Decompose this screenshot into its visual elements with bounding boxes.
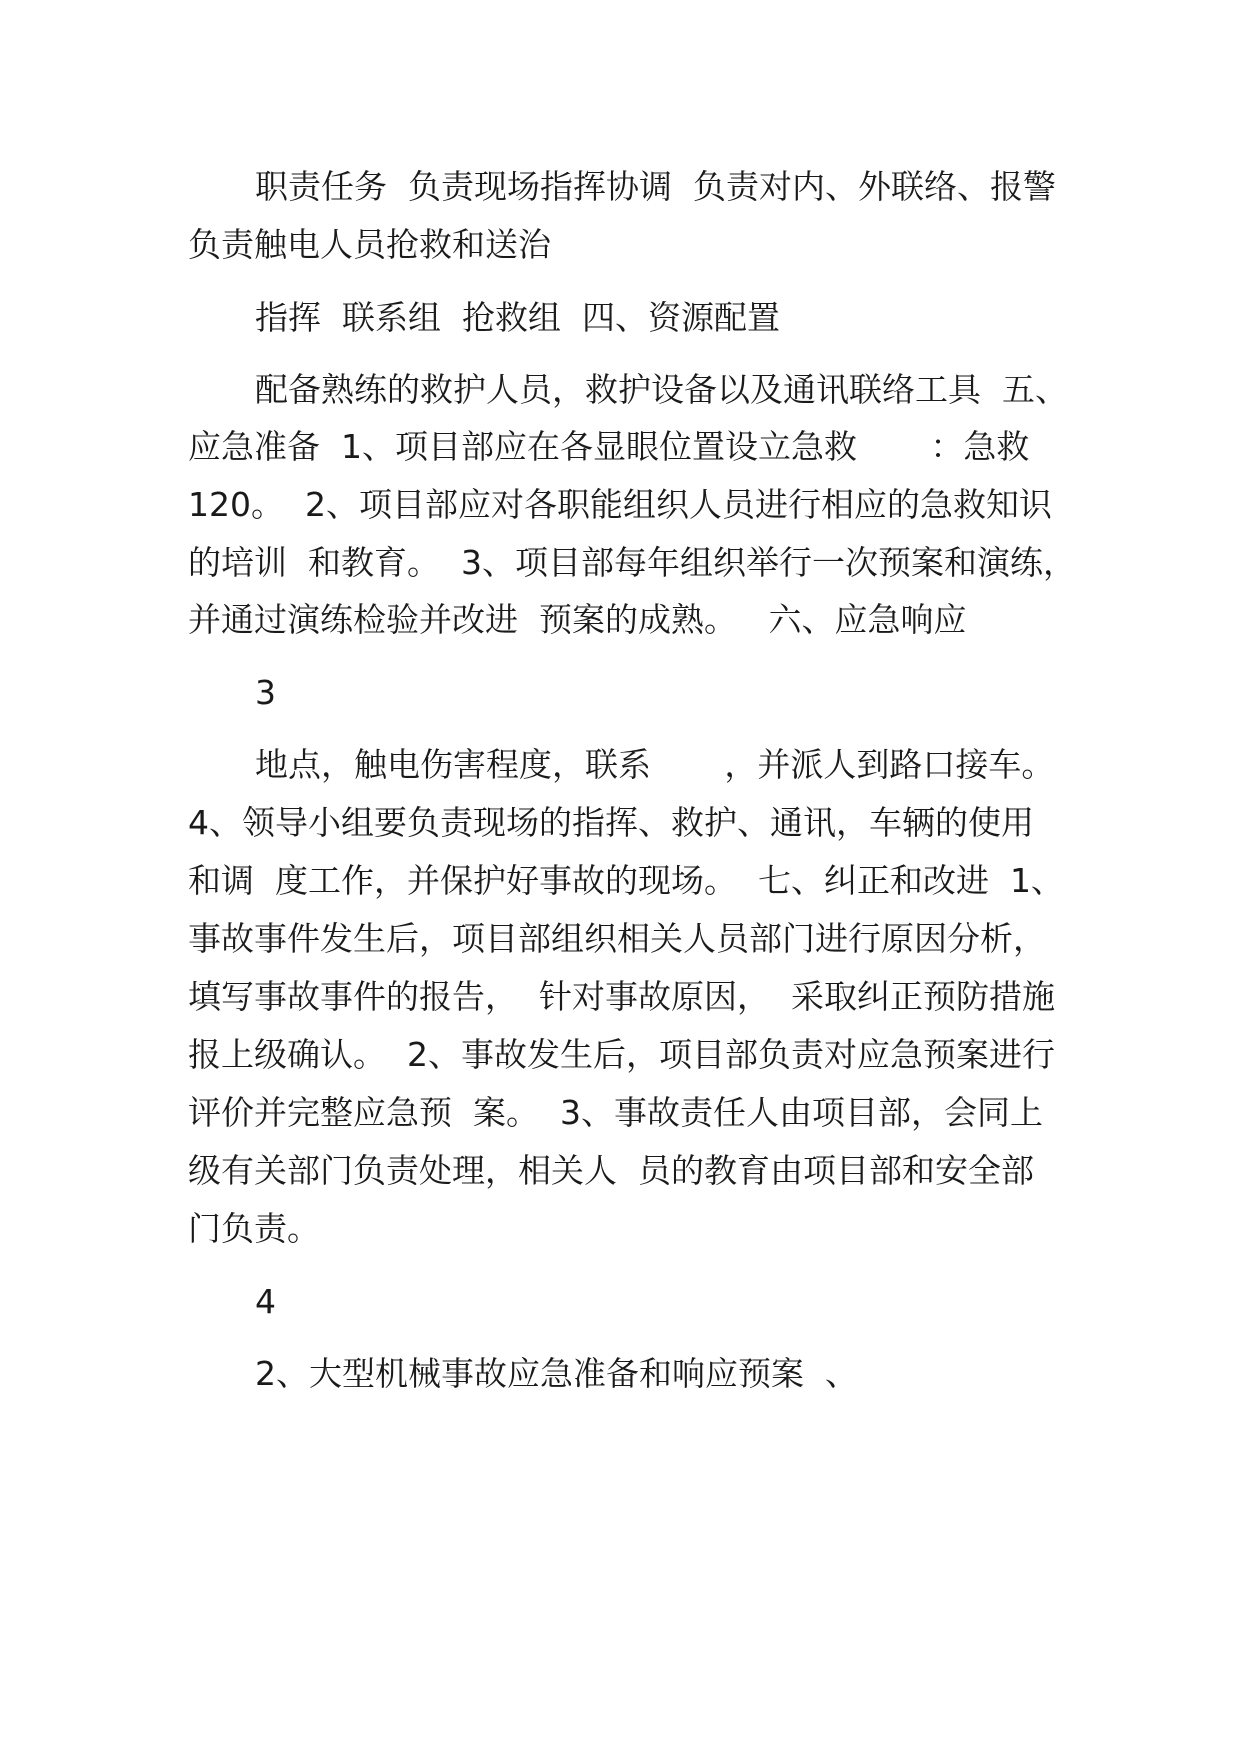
paragraph-1-line-2: 负责触电人员抢救和送治 [188,225,551,264]
paragraph-4-line-5: 填写事故事件的报告， 针对事故原因， 采取纠正预防措施 [188,977,1055,1016]
section-heading: 2、大型机械事故应急准备和响应预案 、 [255,1354,858,1393]
paragraph-4-line-6: 报上级确认。 2、事故发生后，项目部负责对应急预案进行 [188,1035,1055,1074]
paragraph-4-line-7: 评价并完整应急预 案。 3、事故责任人由项目部，会同上 [188,1093,1043,1132]
paragraph-4-line-3: 和调 度工作，并保护好事故的现场。 七、纠正和改进 1、 [188,861,1064,900]
paragraph-2-line-1: 指挥 联系组 抢救组 四、资源配置 [255,298,780,337]
paragraph-3-line-4: 的培训 和教育。 3、项目部每年组织举行一次预案和演练， [188,543,1076,582]
paragraph-4-line-8: 级有关部门负责处理，相关人 员的教育由项目部和安全部 [188,1151,1034,1190]
page-number: 4 [255,1282,276,1321]
paragraph-3-line-1: 配备熟练的救护人员，救护设备以及通讯联络工具 五、 [255,370,1068,409]
paragraph-4-line-2: 4、领导小组要负责现场的指挥、救护、通讯，车辆的使用 [188,803,1034,842]
paragraph-3-line-3: 120。 2、项目部应对各职能组织人员进行相应的急救知识 [188,485,1052,524]
paragraph-1-line-1: 职责任务 负责现场指挥协调 负责对内、外联络、报警 [255,167,1056,206]
page-number: 3 [255,673,276,712]
paragraph-4-line-9: 门负责。 [188,1209,320,1248]
paragraph-4-line-1: 地点，触电伤害程度，联系 ，并派人到路口接车。 [255,745,1055,784]
paragraph-3-line-2: 应急准备 1、项目部应在各显眼位置设立急救 ：急救 [188,427,1030,466]
paragraph-4-line-4: 事故事件发生后，项目部组织相关人员部门进行原因分析， [188,919,1046,958]
paragraph-3-line-5: 并通过演练检验并改进 预案的成熟。 六、应急响应 [188,600,967,639]
